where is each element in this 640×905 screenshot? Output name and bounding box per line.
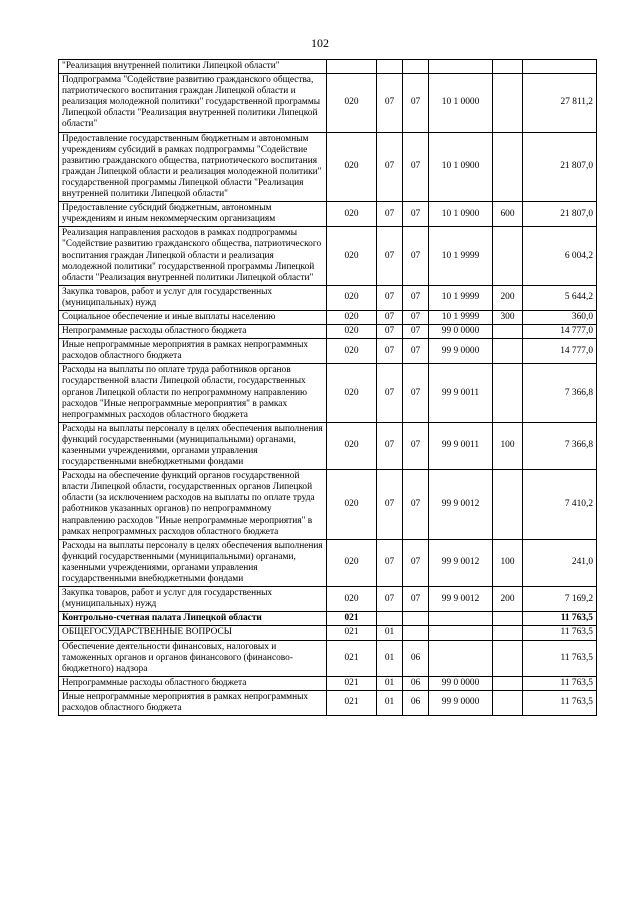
section-code: 01 xyxy=(377,690,403,715)
target-article-code: 99 9 0011 xyxy=(429,422,493,469)
admin-code: 020 xyxy=(327,132,377,202)
admin-code: 020 xyxy=(327,202,377,227)
expense-type-code: 200 xyxy=(493,587,523,612)
subsection-code: 07 xyxy=(403,285,429,310)
section-code: 07 xyxy=(377,470,403,540)
section-code: 01 xyxy=(377,640,403,676)
row-description: Непрограммные расходы областного бюджета xyxy=(59,325,327,339)
row-description: Иные непрограммные мероприятия в рамках непрограммных расходов областного бюджета xyxy=(59,339,327,364)
expense-type-code xyxy=(493,676,523,690)
admin-code: 020 xyxy=(327,227,377,285)
target-article-code: 10 1 0000 xyxy=(429,74,493,132)
row-description: Социальное обеспечение и иные выплаты населению xyxy=(59,310,327,324)
target-article-code: 99 9 0012 xyxy=(429,470,493,540)
amount: 360,0 xyxy=(523,310,597,324)
row-description: Контрольно-счетная палата Липецкой области xyxy=(59,612,327,626)
section-code: 01 xyxy=(377,676,403,690)
table-row xyxy=(59,132,597,202)
subsection-code: 07 xyxy=(403,74,429,132)
amount xyxy=(523,60,597,74)
admin-code: 021 xyxy=(327,640,377,676)
expense-type-code xyxy=(493,227,523,285)
row-description: Расходы на выплаты персоналу в целях обеспечения выполнения функций государственными (муниципальными) органами, казенными учреждениями, органами управления государственными внебюджетными фондами xyxy=(59,539,327,586)
row-description: Реализация направления расходов в рамках подпрограммы "Содействие развитию гражданского общества, патриотического воспитания граждан Липецкой области и реализация молодежной политики" государственной программы Липецкой области "Реализация внутренней политики Липецкой области" xyxy=(59,227,327,285)
expense-type-code xyxy=(493,60,523,74)
section-code: 07 xyxy=(377,422,403,469)
table-row xyxy=(59,626,597,640)
table-row xyxy=(59,339,597,364)
admin-code: 020 xyxy=(327,310,377,324)
row-description: Расходы на выплаты по оплате труда работников органов государственной власти Липецкой области, государственных органов Липецкой области по непрограммному направлению расходов "Иные непрограммные мероприятия" в рамках непрограммных расходов областного бюджета xyxy=(59,364,327,422)
target-article-code: 99 9 0012 xyxy=(429,587,493,612)
admin-code: 020 xyxy=(327,422,377,469)
amount: 21 807,0 xyxy=(523,132,597,202)
expense-type-code: 100 xyxy=(493,539,523,586)
section-code xyxy=(377,612,403,626)
admin-code: 021 xyxy=(327,690,377,715)
expense-type-code: 600 xyxy=(493,202,523,227)
amount: 11 763,5 xyxy=(523,676,597,690)
section-code: 07 xyxy=(377,310,403,324)
budget-table xyxy=(58,59,597,716)
expense-type-code xyxy=(493,640,523,676)
row-description: Закупка товаров, работ и услуг для государственных (муниципальных) нужд xyxy=(59,285,327,310)
amount: 7 366,8 xyxy=(523,364,597,422)
subsection-code: 06 xyxy=(403,690,429,715)
row-description: "Реализация внутренней политики Липецкой области" xyxy=(59,60,327,74)
target-article-code: 10 1 9999 xyxy=(429,285,493,310)
expense-type-code xyxy=(493,470,523,540)
section-code: 01 xyxy=(377,626,403,640)
amount: 7 169,2 xyxy=(523,587,597,612)
admin-code: 020 xyxy=(327,325,377,339)
expense-type-code: 100 xyxy=(493,422,523,469)
section-code: 07 xyxy=(377,132,403,202)
row-description: Расходы на обеспечение функций органов государственной власти Липецкой области, государственных органов Липецкой области (за исключением расходов на выплаты по оплате труда работников указанных органов) по непрограммному направлению расходов "Иные непрограммные мероприятия" в рамках непрограммных расходов областного бюджета xyxy=(59,470,327,540)
table-row xyxy=(59,587,597,612)
subsection-code: 07 xyxy=(403,325,429,339)
subsection-code: 07 xyxy=(403,422,429,469)
table-row xyxy=(59,676,597,690)
admin-code: 020 xyxy=(327,539,377,586)
table-row xyxy=(59,325,597,339)
subsection-code: 07 xyxy=(403,132,429,202)
row-description: Обеспечение деятельности финансовых, налоговых и таможенных органов и органов финансового (финансово-бюджетного) надзора xyxy=(59,640,327,676)
row-description: Иные непрограммные мероприятия в рамках непрограммных расходов областного бюджета xyxy=(59,690,327,715)
amount: 11 763,5 xyxy=(523,612,597,626)
table-row xyxy=(59,227,597,285)
subsection-code: 07 xyxy=(403,470,429,540)
expense-type-code xyxy=(493,325,523,339)
section-code: 07 xyxy=(377,339,403,364)
expense-type-code xyxy=(493,612,523,626)
row-description: Подпрограмма "Содействие развитию гражданского общества, патриотического воспитания граждан Липецкой области и реализация молодежной политики" государственной программы Липецкой области "Реализация внутренней политики Липецкой области" xyxy=(59,74,327,132)
target-article-code xyxy=(429,640,493,676)
table-row xyxy=(59,470,597,540)
table-row xyxy=(59,364,597,422)
section-code: 07 xyxy=(377,587,403,612)
target-article-code: 10 1 0900 xyxy=(429,132,493,202)
row-description: Непрограммные расходы областного бюджета xyxy=(59,676,327,690)
target-article-code: 99 9 0000 xyxy=(429,339,493,364)
target-article-code: 99 9 0011 xyxy=(429,364,493,422)
table-row xyxy=(59,612,597,626)
target-article-code: 99 9 0000 xyxy=(429,690,493,715)
expense-type-code xyxy=(493,364,523,422)
admin-code: 020 xyxy=(327,470,377,540)
amount: 21 807,0 xyxy=(523,202,597,227)
admin-code: 020 xyxy=(327,339,377,364)
admin-code: 020 xyxy=(327,74,377,132)
amount: 6 004,2 xyxy=(523,227,597,285)
subsection-code: 06 xyxy=(403,640,429,676)
subsection-code: 07 xyxy=(403,539,429,586)
section-code: 07 xyxy=(377,202,403,227)
expense-type-code xyxy=(493,690,523,715)
subsection-code xyxy=(403,60,429,74)
subsection-code: 07 xyxy=(403,364,429,422)
target-article-code: 99 9 0012 xyxy=(429,539,493,586)
table-row xyxy=(59,690,597,715)
target-article-code: 99 0 0000 xyxy=(429,676,493,690)
admin-code: 020 xyxy=(327,364,377,422)
amount: 11 763,5 xyxy=(523,640,597,676)
amount: 11 763,5 xyxy=(523,626,597,640)
amount: 14 777,0 xyxy=(523,339,597,364)
target-article-code: 10 1 9999 xyxy=(429,227,493,285)
amount: 11 763,5 xyxy=(523,690,597,715)
table-row xyxy=(59,202,597,227)
row-description: ОБЩЕГОСУДАРСТВЕННЫЕ ВОПРОСЫ xyxy=(59,626,327,640)
admin-code xyxy=(327,60,377,74)
target-article-code xyxy=(429,60,493,74)
amount: 241,0 xyxy=(523,539,597,586)
admin-code: 020 xyxy=(327,285,377,310)
table-row xyxy=(59,539,597,586)
section-code xyxy=(377,60,403,74)
amount: 7 410,2 xyxy=(523,470,597,540)
subsection-code: 07 xyxy=(403,227,429,285)
target-article-code: 99 0 0000 xyxy=(429,325,493,339)
amount: 7 366,8 xyxy=(523,422,597,469)
table-row xyxy=(59,60,597,74)
section-code: 07 xyxy=(377,227,403,285)
row-description: Предоставление государственным бюджетным и автономным учреждениям субсидий в рамках подпрограммы "Содействие развитию гражданского общества, патриотического воспитания граждан Липецкой области и реализация молодежной политики" государственной программы Липецкой области "Реализация внутренней политики Липецкой области" xyxy=(59,132,327,202)
target-article-code xyxy=(429,612,493,626)
target-article-code: 10 1 9999 xyxy=(429,310,493,324)
table-row xyxy=(59,74,597,132)
section-code: 07 xyxy=(377,364,403,422)
section-code: 07 xyxy=(377,325,403,339)
subsection-code: 07 xyxy=(403,310,429,324)
target-article-code xyxy=(429,626,493,640)
row-description: Предоставление субсидий бюджетным, автономным учреждениям и иным некоммерческим организациям xyxy=(59,202,327,227)
admin-code: 020 xyxy=(327,587,377,612)
subsection-code: 07 xyxy=(403,202,429,227)
table-row xyxy=(59,285,597,310)
expense-type-code: 200 xyxy=(493,285,523,310)
expense-type-code xyxy=(493,339,523,364)
amount: 14 777,0 xyxy=(523,325,597,339)
expense-type-code xyxy=(493,626,523,640)
amount: 5 644,2 xyxy=(523,285,597,310)
subsection-code: 06 xyxy=(403,676,429,690)
expense-type-code: 300 xyxy=(493,310,523,324)
expense-type-code xyxy=(493,74,523,132)
section-code: 07 xyxy=(377,74,403,132)
subsection-code xyxy=(403,612,429,626)
table-row xyxy=(59,640,597,676)
table-row xyxy=(59,422,597,469)
row-description: Расходы на выплаты персоналу в целях обеспечения выполнения функций государственными (муниципальными) органами, казенными учреждениями, органами управления государственными внебюджетными фондами xyxy=(59,422,327,469)
row-description: Закупка товаров, работ и услуг для государственных (муниципальных) нужд xyxy=(59,587,327,612)
expense-type-code xyxy=(493,132,523,202)
target-article-code: 10 1 0900 xyxy=(429,202,493,227)
section-code: 07 xyxy=(377,285,403,310)
admin-code: 021 xyxy=(327,626,377,640)
admin-code: 021 xyxy=(327,612,377,626)
subsection-code xyxy=(403,626,429,640)
subsection-code: 07 xyxy=(403,587,429,612)
subsection-code: 07 xyxy=(403,339,429,364)
page-number: 102 xyxy=(311,36,329,50)
table-row xyxy=(59,310,597,324)
admin-code: 021 xyxy=(327,676,377,690)
section-code: 07 xyxy=(377,539,403,586)
amount: 27 811,2 xyxy=(523,74,597,132)
